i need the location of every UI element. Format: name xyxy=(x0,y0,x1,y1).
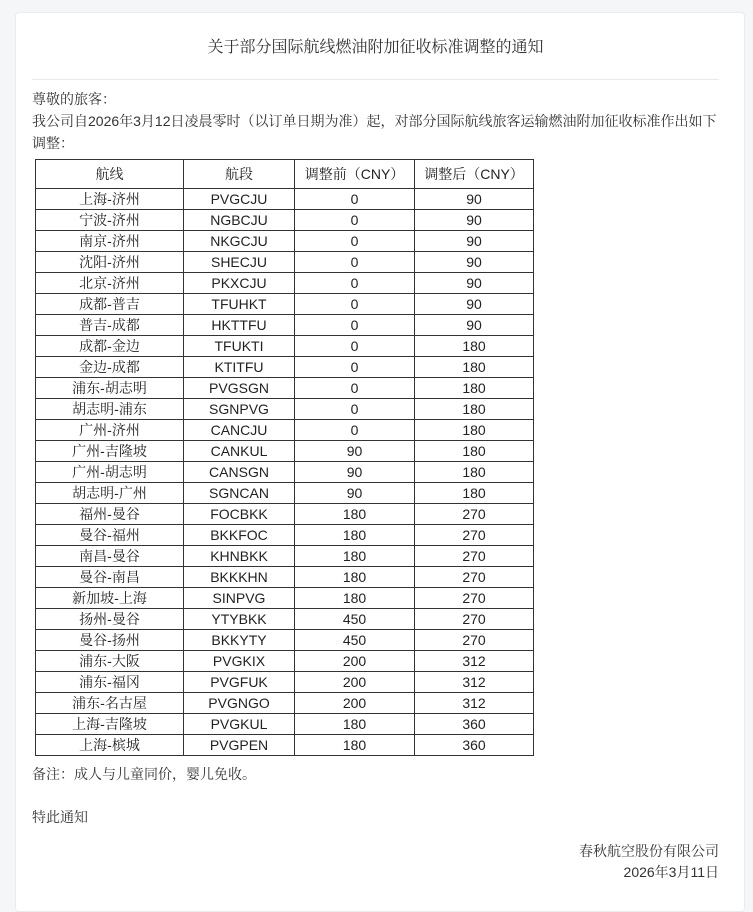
table-cell: 200 xyxy=(295,672,415,693)
column-header: 调整后（CNY） xyxy=(415,160,534,189)
table-row xyxy=(36,483,534,504)
table-row xyxy=(36,189,534,210)
table-cell: 成都-普吉 xyxy=(36,294,184,315)
table-cell: 浦东-福冈 xyxy=(36,672,184,693)
table-cell: PVGKIX xyxy=(184,651,295,672)
table-cell: 450 xyxy=(295,609,415,630)
table-cell: SGNCAN xyxy=(184,483,295,504)
table-cell: BKKFOC xyxy=(184,525,295,546)
table-cell: 胡志明-浦东 xyxy=(36,399,184,420)
table-cell: 90 xyxy=(295,483,415,504)
table-row xyxy=(36,462,534,483)
table-cell: 180 xyxy=(295,567,415,588)
table-cell: 180 xyxy=(415,441,534,462)
table-cell: 180 xyxy=(415,399,534,420)
table-cell: 南昌-曼谷 xyxy=(36,546,184,567)
table-cell: 90 xyxy=(415,294,534,315)
table-cell: 宁波-济州 xyxy=(36,210,184,231)
column-header: 航段 xyxy=(184,160,295,189)
table-cell: 90 xyxy=(415,189,534,210)
column-header: 调整前（CNY） xyxy=(295,160,415,189)
greeting-text: 尊敬的旅客： xyxy=(32,91,116,107)
table-cell: 90 xyxy=(415,210,534,231)
table-cell: SHECJU xyxy=(184,252,295,273)
table-cell: 新加坡-上海 xyxy=(36,588,184,609)
table-cell: 180 xyxy=(415,420,534,441)
table-cell: 成都-金边 xyxy=(36,336,184,357)
table-cell: 普吉-成都 xyxy=(36,315,184,336)
table-cell: 曼谷-南昌 xyxy=(36,567,184,588)
table-cell: 上海-槟城 xyxy=(36,735,184,756)
closing-text: 特此通知 xyxy=(32,809,88,825)
table-cell: 上海-济州 xyxy=(36,189,184,210)
table-cell: 北京-济州 xyxy=(36,273,184,294)
table-cell: HKTTFU xyxy=(184,315,295,336)
table-cell: 270 xyxy=(415,525,534,546)
table-cell: KTITFU xyxy=(184,357,295,378)
table-cell: 胡志明-广州 xyxy=(36,483,184,504)
table-cell: 0 xyxy=(295,315,415,336)
table-cell: 180 xyxy=(295,735,415,756)
table-cell: 270 xyxy=(415,630,534,651)
table-cell: 180 xyxy=(415,462,534,483)
fuel-surcharge-table xyxy=(35,159,534,756)
table-cell: 180 xyxy=(295,546,415,567)
table-cell: 90 xyxy=(415,273,534,294)
table-cell: CANCJU xyxy=(184,420,295,441)
table-cell: 180 xyxy=(295,504,415,525)
table-cell: 0 xyxy=(295,189,415,210)
table-row xyxy=(36,399,534,420)
table-cell: PVGNGO xyxy=(184,693,295,714)
table-cell: 450 xyxy=(295,630,415,651)
table-cell: 312 xyxy=(415,672,534,693)
column-header: 航线 xyxy=(36,160,184,189)
table-cell: TFUKTI xyxy=(184,336,295,357)
remark-text: 备注：成人与儿童同价，婴儿免收。 xyxy=(32,766,256,782)
table-cell: 180 xyxy=(295,525,415,546)
signature-block xyxy=(32,841,719,883)
table-cell: 200 xyxy=(295,693,415,714)
table-cell: PVGSGN xyxy=(184,378,295,399)
table-cell: 180 xyxy=(415,483,534,504)
table-row xyxy=(36,231,534,252)
table-body xyxy=(36,189,534,756)
table-row xyxy=(36,651,534,672)
table-cell: KHNBKK xyxy=(184,546,295,567)
table-cell: PKXCJU xyxy=(184,273,295,294)
table-cell: NKGCJU xyxy=(184,231,295,252)
table-cell: 广州-济州 xyxy=(36,420,184,441)
table-row xyxy=(36,588,534,609)
table-cell: 0 xyxy=(295,420,415,441)
table-cell: 0 xyxy=(295,336,415,357)
table-cell: 扬州-曼谷 xyxy=(36,609,184,630)
table-cell: 曼谷-福州 xyxy=(36,525,184,546)
table-row xyxy=(36,294,534,315)
table-row xyxy=(36,420,534,441)
table-cell: PVGPEN xyxy=(184,735,295,756)
table-cell: 南京-济州 xyxy=(36,231,184,252)
table-cell: 0 xyxy=(295,357,415,378)
table-cell: 浦东-大阪 xyxy=(36,651,184,672)
notice-body-text: 我公司自2026年3月12日凌晨零时（以订单日期为准）起，对部分国际航线旅客运输燃油附加征收标准作出如下调整： xyxy=(32,113,717,151)
table-cell: 0 xyxy=(295,210,415,231)
table-row xyxy=(36,546,534,567)
table-cell: 0 xyxy=(295,378,415,399)
company-name: 春秋航空股份有限公司 xyxy=(579,843,719,859)
table-cell: 0 xyxy=(295,399,415,420)
table-cell: 270 xyxy=(415,567,534,588)
table-row xyxy=(36,714,534,735)
table-cell: 270 xyxy=(415,546,534,567)
table-cell: 沈阳-济州 xyxy=(36,252,184,273)
table-row xyxy=(36,336,534,357)
table-row xyxy=(36,567,534,588)
table-row xyxy=(36,378,534,399)
table-cell: 312 xyxy=(415,693,534,714)
page-title: 关于部分国际航线燃油附加征收标准调整的通知 xyxy=(207,39,544,56)
table-header-row xyxy=(36,160,534,189)
table-cell: PVGKUL xyxy=(184,714,295,735)
table-cell: FOCBKK xyxy=(184,504,295,525)
title-divider xyxy=(32,79,719,80)
table-row xyxy=(36,273,534,294)
table-cell: BKKYTY xyxy=(184,630,295,651)
table-row xyxy=(36,357,534,378)
table-row xyxy=(36,252,534,273)
table-cell: 180 xyxy=(415,336,534,357)
table-cell: 360 xyxy=(415,735,534,756)
table-cell: 浦东-胡志明 xyxy=(36,378,184,399)
notice-date: 2026年3月11日 xyxy=(623,864,719,880)
table-cell: 曼谷-扬州 xyxy=(36,630,184,651)
table-cell: 90 xyxy=(295,462,415,483)
table-cell: SINPVG xyxy=(184,588,295,609)
table-row xyxy=(36,672,534,693)
table-cell: 0 xyxy=(295,294,415,315)
table-cell: 90 xyxy=(415,231,534,252)
table-row xyxy=(36,693,534,714)
table-cell: SGNPVG xyxy=(184,399,295,420)
table-cell: CANKUL xyxy=(184,441,295,462)
table-cell: 270 xyxy=(415,609,534,630)
table-row xyxy=(36,441,534,462)
table-cell: YTYBKK xyxy=(184,609,295,630)
table-cell: 广州-吉隆坡 xyxy=(36,441,184,462)
table-cell: 200 xyxy=(295,651,415,672)
table-cell: NGBCJU xyxy=(184,210,295,231)
table-cell: 0 xyxy=(295,231,415,252)
table-row xyxy=(36,630,534,651)
table-cell: TFUHKT xyxy=(184,294,295,315)
table-cell: 180 xyxy=(295,714,415,735)
table-cell: 90 xyxy=(415,315,534,336)
table-cell: BKKKHN xyxy=(184,567,295,588)
table-cell: 90 xyxy=(295,441,415,462)
table-row xyxy=(36,210,534,231)
table-cell: CANSGN xyxy=(184,462,295,483)
table-cell: 浦东-名古屋 xyxy=(36,693,184,714)
table-row xyxy=(36,504,534,525)
notice-card xyxy=(15,12,745,912)
table-row xyxy=(36,609,534,630)
table-cell: 270 xyxy=(415,504,534,525)
table-cell: 金边-成都 xyxy=(36,357,184,378)
table-cell: 180 xyxy=(415,357,534,378)
table-row xyxy=(36,735,534,756)
table-cell: 312 xyxy=(415,651,534,672)
table-cell: 180 xyxy=(295,588,415,609)
table-cell: 180 xyxy=(415,378,534,399)
table-cell: 0 xyxy=(295,273,415,294)
table-row xyxy=(36,315,534,336)
table-cell: 360 xyxy=(415,714,534,735)
table-cell: 270 xyxy=(415,588,534,609)
table-row xyxy=(36,525,534,546)
table-cell: 90 xyxy=(415,252,534,273)
table-cell: PVGFUK xyxy=(184,672,295,693)
table-cell: PVGCJU xyxy=(184,189,295,210)
table-cell: 0 xyxy=(295,252,415,273)
table-cell: 广州-胡志明 xyxy=(36,462,184,483)
table-cell: 福州-曼谷 xyxy=(36,504,184,525)
table-cell: 上海-吉隆坡 xyxy=(36,714,184,735)
